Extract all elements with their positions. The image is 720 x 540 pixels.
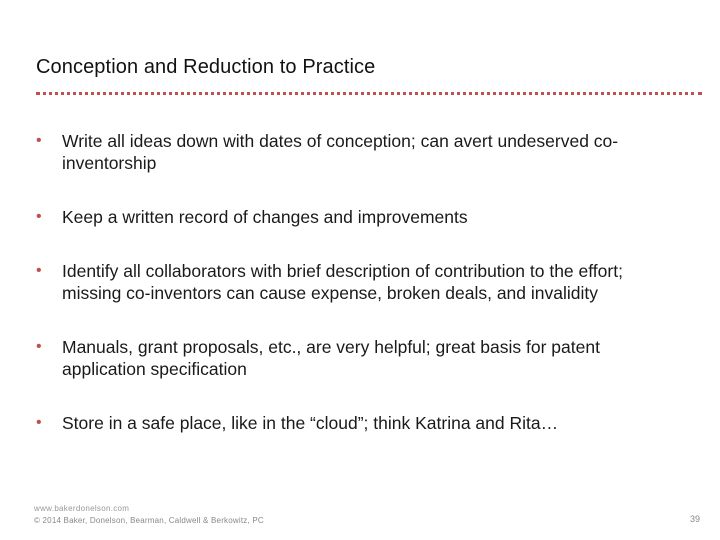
bullet-marker: • <box>36 132 42 149</box>
bullet-text: Write all ideas down with dates of conception; can avert undeserved co-inventorship <box>62 131 619 173</box>
bullet-item <box>36 130 676 174</box>
bullet-text: Identify all collaborators with brief description of contribution to the effort; missing co-inventors can cause expense, broken deals, and invalidity <box>62 261 623 303</box>
bullet-item <box>36 206 676 228</box>
bullet-text: Manuals, grant proposals, etc., are very helpful; great basis for patent application specification <box>62 337 600 379</box>
bullet-marker: • <box>36 338 42 355</box>
bullet-text: Keep a written record of changes and improvements <box>62 207 468 227</box>
title-divider <box>36 92 702 95</box>
slide-title: Conception and Reduction to Practice <box>36 56 376 78</box>
bullet-item <box>36 412 676 434</box>
bullet-text: Store in a safe place, like in the “cloud”; think Katrina and Rita… <box>62 413 559 433</box>
bullet-list <box>36 130 676 434</box>
bullet-item <box>36 336 676 380</box>
bullet-marker: • <box>36 208 42 225</box>
page-number: 39 <box>689 514 700 524</box>
footer-copyright: © 2014 Baker, Donelson, Bearman, Caldwell & Berkowitz, PC <box>34 516 264 525</box>
bullet-item <box>36 260 676 304</box>
footer-url[interactable]: www.bakerdonelson.com <box>34 504 130 513</box>
bullet-marker: • <box>36 414 42 431</box>
bullet-marker: • <box>36 262 42 279</box>
